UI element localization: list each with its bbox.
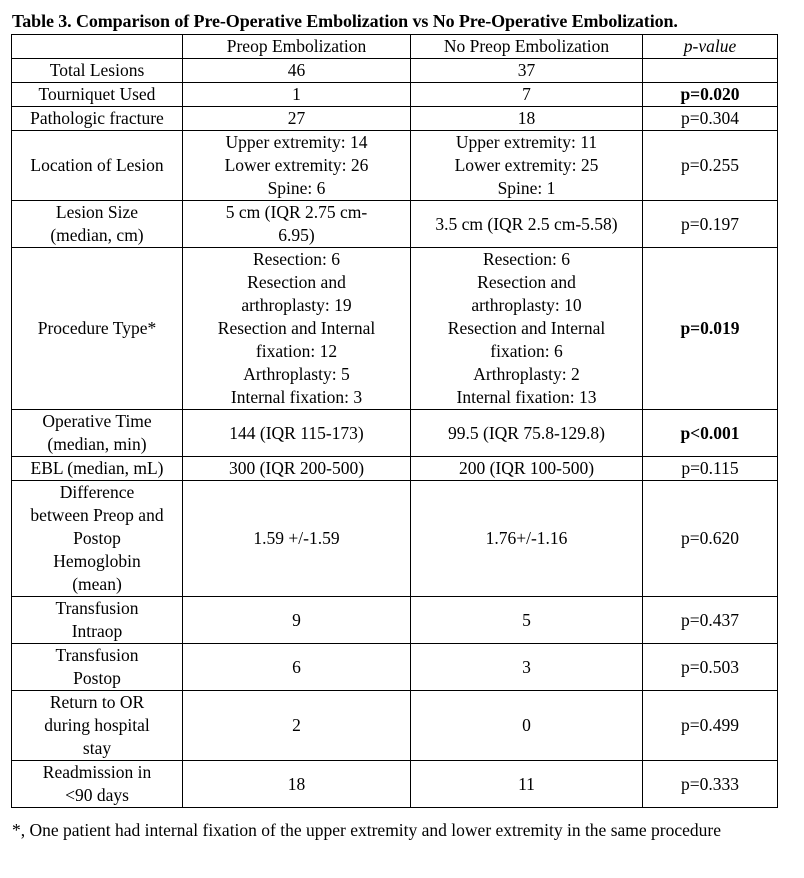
row-label: Lesion Size (median, cm) xyxy=(12,201,183,248)
preop-cell: 5 cm (IQR 2.75 cm- 6.95) xyxy=(183,201,411,248)
table-row xyxy=(12,644,778,691)
preop-cell: 46 xyxy=(183,59,411,83)
row-label: Total Lesions xyxy=(12,59,183,83)
table-row xyxy=(12,597,778,644)
row-label: Return to OR during hospital stay xyxy=(12,691,183,761)
table-caption: Table 3. Comparison of Pre-Operative Embolization vs No Pre-Operative Embolization. xyxy=(12,11,678,31)
preop-cell: 1 xyxy=(183,83,411,107)
row-label: Transfusion Intraop xyxy=(12,597,183,644)
header-empty-cell xyxy=(12,35,183,59)
p-value-cell: p=0.304 xyxy=(643,107,778,131)
p-value-cell: p=0.620 xyxy=(643,481,778,597)
table-row xyxy=(12,248,778,410)
no-preop-cell: 7 xyxy=(411,83,643,107)
no-preop-cell: 1.76+/-1.16 xyxy=(411,481,643,597)
p-value-cell: p<0.001 xyxy=(643,410,778,457)
p-value-cell: p=0.115 xyxy=(643,457,778,481)
p-value-cell: p=0.333 xyxy=(643,761,778,808)
row-label: Tourniquet Used xyxy=(12,83,183,107)
no-preop-cell: 3 xyxy=(411,644,643,691)
preop-cell: 144 (IQR 115-173) xyxy=(183,410,411,457)
no-preop-cell: Resection: 6 Resection and arthroplasty: 10 Resection and Internal fixation: 6 Arthroplasty: 2 Internal fixation: 13 xyxy=(411,248,643,410)
row-label: Pathologic fracture xyxy=(12,107,183,131)
header-row xyxy=(12,35,778,59)
row-label: Procedure Type* xyxy=(12,248,183,410)
no-preop-cell: 5 xyxy=(411,597,643,644)
table-row xyxy=(12,59,778,83)
preop-cell: Resection: 6 Resection and arthroplasty: 19 Resection and Internal fixation: 12 Arthroplasty: 5 Internal fixation: 3 xyxy=(183,248,411,410)
p-value-cell: p=0.197 xyxy=(643,201,778,248)
no-preop-cell: 200 (IQR 100-500) xyxy=(411,457,643,481)
table-row xyxy=(12,761,778,808)
preop-cell: 1.59 +/-1.59 xyxy=(183,481,411,597)
no-preop-cell: 18 xyxy=(411,107,643,131)
row-label: Transfusion Postop xyxy=(12,644,183,691)
table-row xyxy=(12,107,778,131)
no-preop-cell: 37 xyxy=(411,59,643,83)
row-label: EBL (median, mL) xyxy=(12,457,183,481)
no-preop-cell: 11 xyxy=(411,761,643,808)
table-row xyxy=(12,83,778,107)
table-row xyxy=(12,131,778,201)
p-value-cell: p=0.503 xyxy=(643,644,778,691)
p-value-cell: p=0.019 xyxy=(643,248,778,410)
header-p-value: p-value xyxy=(643,35,778,59)
preop-cell: 300 (IQR 200-500) xyxy=(183,457,411,481)
preop-cell: 27 xyxy=(183,107,411,131)
preop-cell: 6 xyxy=(183,644,411,691)
no-preop-cell: 99.5 (IQR 75.8-129.8) xyxy=(411,410,643,457)
no-preop-cell: 3.5 cm (IQR 2.5 cm-5.58) xyxy=(411,201,643,248)
table-row xyxy=(12,691,778,761)
p-value-cell: p=0.499 xyxy=(643,691,778,761)
table-row xyxy=(12,201,778,248)
table-row xyxy=(12,481,778,597)
p-value-cell xyxy=(643,59,778,83)
preop-cell: 18 xyxy=(183,761,411,808)
row-label: Location of Lesion xyxy=(12,131,183,201)
p-value-cell: p=0.255 xyxy=(643,131,778,201)
table-row xyxy=(12,410,778,457)
comparison-table xyxy=(11,34,778,808)
table-row xyxy=(12,457,778,481)
row-label: Readmission in <90 days xyxy=(12,761,183,808)
preop-cell: 9 xyxy=(183,597,411,644)
preop-cell: 2 xyxy=(183,691,411,761)
p-value-cell: p=0.020 xyxy=(643,83,778,107)
header-preop: Preop Embolization xyxy=(183,35,411,59)
row-label: Difference between Preop and Postop Hemoglobin (mean) xyxy=(12,481,183,597)
row-label: Operative Time (median, min) xyxy=(12,410,183,457)
preop-cell: Upper extremity: 14 Lower extremity: 26 Spine: 6 xyxy=(183,131,411,201)
p-value-cell: p=0.437 xyxy=(643,597,778,644)
no-preop-cell: 0 xyxy=(411,691,643,761)
footnote: *, One patient had internal fixation of the upper extremity and lower extremity in the same procedure xyxy=(12,820,721,840)
no-preop-cell: Upper extremity: 11 Lower extremity: 25 Spine: 1 xyxy=(411,131,643,201)
header-no-preop: No Preop Embolization xyxy=(411,35,643,59)
